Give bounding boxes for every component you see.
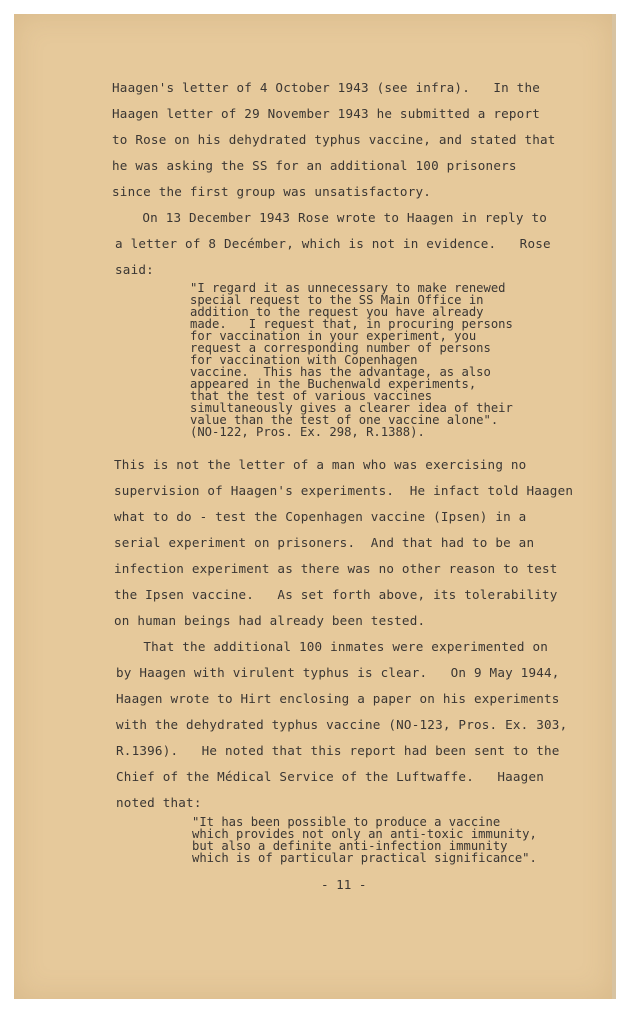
text-line: noted that:: [116, 795, 202, 810]
text-line: Haagen letter of 29 November 1943 he submitted a report: [112, 106, 541, 121]
quote-line: appeared in the Buchenwald experiments,: [190, 377, 477, 391]
quote-line: made. I request that, in procuring persons: [190, 317, 513, 331]
text-line: since the first group was unsatisfactory.: [112, 184, 432, 199]
quote-line: for vaccination in your experiment, you: [190, 329, 477, 343]
text-line: to Rose on his dehydrated typhus vaccine, and stated that: [112, 132, 556, 147]
text-line: with the dehydrated typhus vaccine (NO-123, Pros. Ex. 303,: [116, 717, 568, 732]
quote-line: "I regard it as unnecessary to make renewed: [190, 281, 506, 295]
text-line: Haagen's letter of 4 October 1943 (see infra). In the: [112, 80, 541, 95]
quote-line: value than the test of one vaccine alone".: [190, 413, 499, 427]
text-line: by Haagen with virulent typhus is clear. On 9 May 1944,: [116, 665, 560, 680]
quote-line: that the test of various vaccines: [190, 389, 433, 403]
document-page: [14, 14, 612, 999]
quote-line: "It has been possible to produce a vaccine: [192, 815, 501, 829]
quote-line: addition to the request you have already: [190, 305, 484, 319]
text-line: On 13 December 1943 Rose wrote to Haagen in reply to: [119, 210, 548, 225]
text-line: a letter of 8 Decémber, which is not in evidence. Rose: [115, 236, 551, 251]
quote-line: for vaccination with Copenhagen: [190, 353, 418, 367]
text-line: serial experiment on prisoners. And that had to be an: [114, 535, 535, 550]
quote-line: which provides not only an anti-toxic immunity,: [192, 827, 537, 841]
text-line: infection experiment as there was no other reason to test: [114, 561, 558, 576]
text-line: the Ipsen vaccine. As set forth above, its tolerability: [114, 587, 558, 602]
page-edge: [612, 14, 616, 999]
quote-line: vaccine. This has the advantage, as also: [190, 365, 491, 379]
quote-line: but also a definite anti-infection immunity: [192, 839, 508, 853]
text-line: he was asking the SS for an additional 100 prisoners: [112, 158, 517, 173]
text-line: what to do - test the Copenhagen vaccine (Ipsen) in a: [114, 509, 527, 524]
quote-line: (NO-122, Pros. Ex. 298, R.1388).: [190, 425, 425, 439]
quote-line: special request to the SS Main Office in: [190, 293, 484, 307]
text-line: Chief of the Médical Service of the Luftwaffe. Haagen: [116, 769, 545, 784]
text-line: supervision of Haagen's experiments. He infact told Haagen: [114, 483, 574, 498]
text-line: That the additional 100 inmates were experimented on: [120, 639, 549, 654]
quote-line: simultaneously gives a clearer idea of their: [190, 401, 513, 415]
page-number: - 11 -: [321, 877, 367, 892]
text-line: said:: [115, 262, 154, 277]
text-line: Haagen wrote to Hirt enclosing a paper on his experiments: [116, 691, 560, 706]
text-line: This is not the letter of a man who was exercising no: [114, 457, 527, 472]
text-line: R.1396). He noted that this report had been sent to the: [116, 743, 560, 758]
text-line: on human beings had already been tested.: [114, 613, 426, 628]
quote-line: request a corresponding number of persons: [190, 341, 491, 355]
quote-line: which is of particular practical significance".: [192, 851, 537, 865]
